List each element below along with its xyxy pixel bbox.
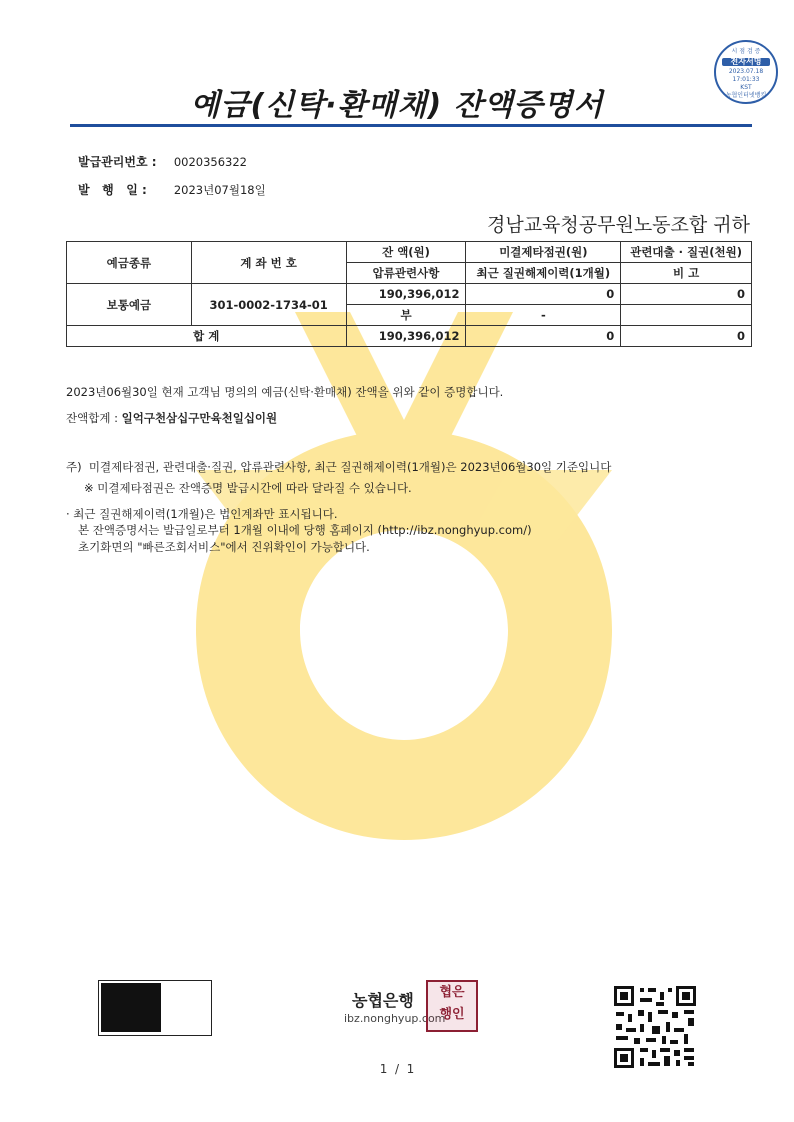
seal-bottom-text: 농협인터넷뱅킹 — [725, 92, 767, 99]
table-row — [67, 284, 752, 305]
cell-remarks — [621, 305, 752, 326]
stamp-line-1: 협은 — [439, 985, 465, 1000]
header-account-number: 계 좌 번 호 — [191, 242, 346, 284]
header-loans: 관련대출 · 질권(천원) — [621, 242, 752, 263]
balance-table — [66, 241, 752, 347]
note-verification-url: 본 잔액증명서는 발급일로부터 1개월 이내에 당행 홈페이지 (http://ibz.nonghyup.com/) — [78, 523, 532, 537]
issue-number-row — [78, 153, 247, 170]
cell-balance: 190,396,012 — [346, 284, 466, 305]
cell-recent-pledge: - — [466, 305, 621, 326]
cell-account-number: 301-0002-1734-01 — [191, 284, 346, 326]
header-uncleared: 미결제타점권(원) — [466, 242, 621, 263]
total-balance: 190,396,012 — [346, 326, 466, 347]
issue-date-label: 발 행 일 : — [78, 183, 147, 197]
seal-timezone: KST — [740, 84, 752, 91]
total-uncleared: 0 — [466, 326, 621, 347]
total-label: 합 계 — [67, 326, 347, 347]
barcode-fill — [101, 983, 161, 1032]
table-header-row-1 — [67, 242, 752, 263]
issue-number-value: 0020356322 — [173, 155, 247, 169]
note-basis-date: 주) 미결제타점권, 관련대출·질권, 압류관련사항, 최근 질권해제이력(1개월)은 2023년06월30일 기준입니다 — [66, 460, 612, 474]
total-loans: 0 — [621, 326, 752, 347]
page-number: 1 / 1 — [379, 1062, 415, 1076]
balance-sum-label: 잔액합계 : — [66, 411, 122, 425]
balance-sum-words: 일억구천삼십구만육천일십이원 — [121, 411, 278, 425]
header-deposit-type: 예금종류 — [67, 242, 192, 284]
stamp-line-2: 행인 — [439, 1007, 465, 1022]
cell-deposit-type: 보통예금 — [67, 284, 192, 326]
cell-uncleared: 0 — [466, 284, 621, 305]
issue-date-row — [78, 181, 266, 198]
addressee: 경남교육청공무원노동조합 귀하 — [487, 214, 750, 236]
header-recent-pledge: 최근 질권해제이력(1개월) — [466, 263, 621, 284]
document-title: 예금(신탁·환매채) 잔액증명서 — [190, 88, 604, 123]
seal-date: 2023.07.18 — [728, 68, 764, 75]
issue-number-label: 발급관리번호 : — [78, 155, 157, 169]
note-verification-service: 초기화면의 "빠른조회서비스"에서 진위확인이 가능합니다. — [78, 540, 370, 554]
certification-text: 2023년06월30일 현재 고객님 명의의 예금(신탁·환매채) 잔액을 위와 같이 증명합니다. — [66, 385, 504, 399]
seal-top-text: 시 점 검 증 — [731, 48, 761, 55]
seal-main-text: 전자서명 — [722, 58, 770, 66]
issue-date-value: 2023년07월18일 — [173, 183, 266, 197]
qr-code — [612, 984, 698, 1070]
barcode-box — [98, 980, 212, 1036]
cell-seizure: 부 — [346, 305, 466, 326]
header-seizure: 압류관련사항 — [346, 263, 466, 284]
table-total-row — [67, 326, 752, 347]
bank-name: 농협은행 — [352, 991, 414, 1010]
bank-stamp — [426, 980, 478, 1032]
cell-loans: 0 — [621, 284, 752, 305]
header-balance: 잔 액(원) — [346, 242, 466, 263]
seal-time: 17:01:33 — [732, 76, 760, 83]
header-remarks: 비 고 — [621, 263, 752, 284]
balance-sum-row — [66, 410, 277, 426]
note-uncleared: ※ 미결제타점권은 잔액증명 발급시간에 따라 달라질 수 있습니다. — [84, 481, 412, 495]
note-pledge-history: · 최근 질권해제이력(1개월)은 법인계좌만 표시됩니다. — [66, 507, 338, 521]
title-divider — [70, 124, 752, 127]
bank-url: ibz.nonghyup.com — [344, 1012, 446, 1025]
